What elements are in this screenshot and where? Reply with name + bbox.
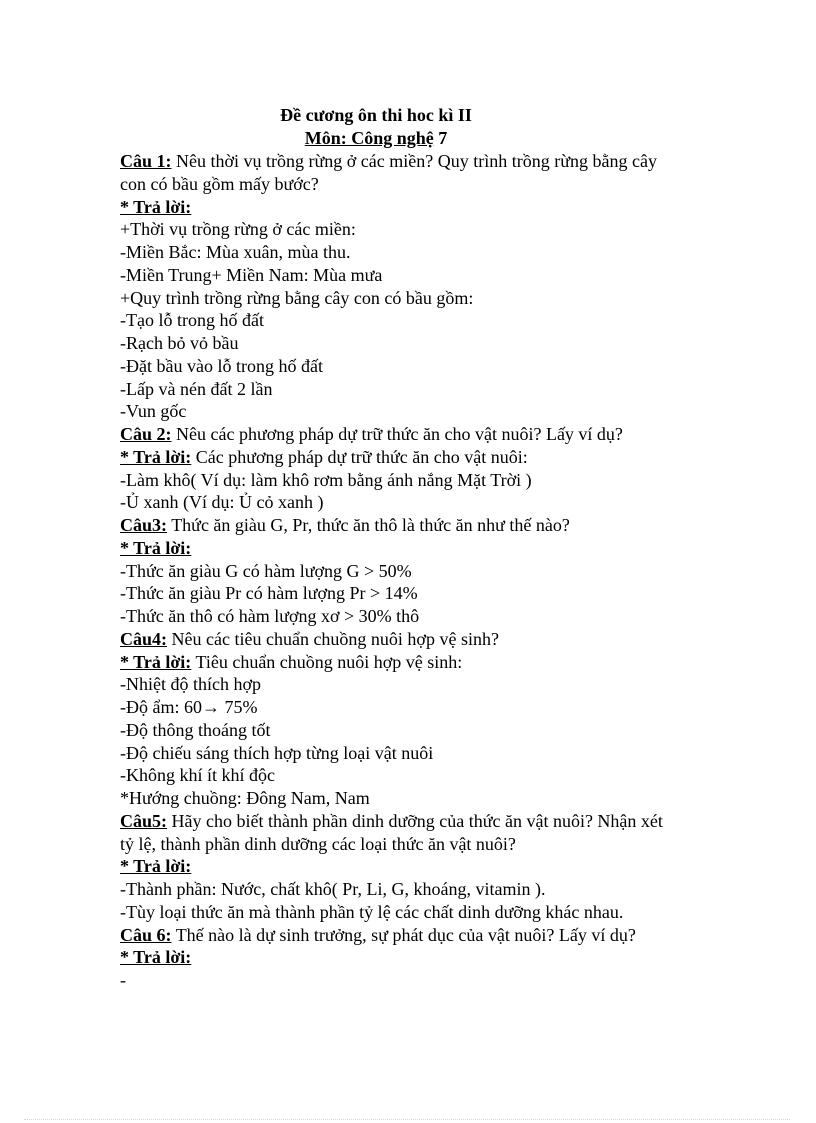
question-text: Nêu các phương pháp dự trữ thức ăn cho vật nuôi? Lấy ví dụ? [171,424,623,444]
answer-line: -Thức ăn thô có hàm lượng xơ > 30% thô [120,606,420,626]
subject-prefix: Môn: Công nghệ [304,128,434,148]
answer-line: -Độ chiếu sáng thích hợp từng loại vật nuôi [120,742,434,763]
answer-line: -Tùy loại thức ăn mà thành phần tỷ lệ các chất dinh dưỡng khác nhau. [120,901,624,922]
answer-line: -Lấp và nén đất 2 lần [120,378,273,399]
answer-label-text: * Trả lời: [120,856,192,877]
answer-line: -Làm khô( Ví dụ: làm khô rơm bằng ánh nắng Mặt Trời ) [120,469,532,490]
answer-label-text: * Trả lời: [120,651,192,672]
answer-line: -Tạo lỗ trong hố đất [120,310,264,331]
question-text: Nêu các tiêu chuẩn chuồng nuôi hợp vệ sinh? [167,628,499,649]
answer-line: *Hướng chuồng: Đông Nam, Nam [120,788,370,808]
document-title: Đề cương ôn thi hoc kì II [280,105,472,125]
question-text: Thức ăn giàu G, Pr, thức ăn thô là thức ăn như thế nào? [167,515,570,535]
subject-grade: 7 [433,128,448,148]
question-5 [120,810,700,833]
question-5-continued: tỷ lệ, thành phần dinh dưỡng các loại thức ăn vật nuôi? [120,833,516,854]
answer-line: - [120,970,126,990]
question-label: Câu4: [120,628,168,649]
question-6 [120,924,700,947]
question-1 [120,150,700,173]
question-text: Nêu thời vụ trồng rừng ở các miền? Quy trình trồng rừng bằng cây [171,151,657,171]
answer-line: -Miền Bắc: Mùa xuân, mùa thu. [120,242,351,262]
answer-line: +Thời vụ trồng rừng ở các miền: [120,219,356,240]
answer-line: -Miền Trung+ Miền Nam: Mùa mưa [120,264,383,285]
answer-line: -Thành phần: Nước, chất khô( Pr, Li, G, khoáng, vitamin ). [120,879,546,899]
answer-line: -Nhiệt độ thích hợp [120,674,261,695]
question-text: Thế nào là dự sinh trưởng, sự phát dục của vật nuôi? Lấy ví dụ? [171,924,636,945]
question-3 [120,514,700,537]
answer-line: -Ủ xanh (Ví dụ: Ủ cỏ xanh ) [120,492,324,513]
answer-line: -Không khí ít khí độc [120,765,275,786]
answer-label-text: * Trả lời: [120,446,192,467]
answer-line: -Đặt bầu vào lỗ trong hố đất [120,355,323,376]
answer-label-text: * Trả lời: [120,947,192,968]
answer-label-text: * Trả lời: [120,196,192,217]
answer-label [120,855,700,878]
answer-line: -Vun gốc [120,401,187,422]
answer-intro-text: Tiêu chuẩn chuồng nuôi hợp vệ sinh: [191,651,463,672]
answer-label [120,946,700,969]
answer-line: -Độ ẩm: 60→ 75% [120,697,258,717]
answer-line: -Thức ăn giàu Pr có hàm lượng Pr > 14% [120,583,418,604]
question-text: Hãy cho biết thành phần dinh dưỡng của thức ăn vật nuôi? Nhận xét [167,810,663,831]
question-label: Câu 2: [120,424,172,444]
answer-line: -Rạch bỏ vỏ bầu [120,333,239,353]
answer-intro [120,651,700,674]
question-label: Câu 1: [120,151,172,171]
page-bottom-divider [24,1119,790,1120]
answer-line: -Độ thông thoáng tốt [120,719,271,740]
answer-line: -Thức ăn giàu G có hàm lượng G > 50% [120,560,412,581]
answer-label [120,196,700,219]
answer-intro [120,446,700,469]
subject-line [0,127,752,149]
document-body [120,150,700,992]
answer-label [120,537,700,560]
question-1-continued: con có bầu gồm mấy bước? [120,173,319,194]
question-4 [120,628,700,651]
answer-label-text: * Trả lời: [120,537,192,558]
question-label: Câu 6: [120,924,172,945]
question-label: Câu5: [120,810,168,831]
answer-line: +Quy trình trồng rừng bằng cây con có bầu gồm: [120,287,474,308]
question-label: Câu3: [120,515,168,535]
answer-intro-text: Các phương pháp dự trữ thức ăn cho vật nuôi: [191,446,528,467]
question-2 [120,423,700,446]
